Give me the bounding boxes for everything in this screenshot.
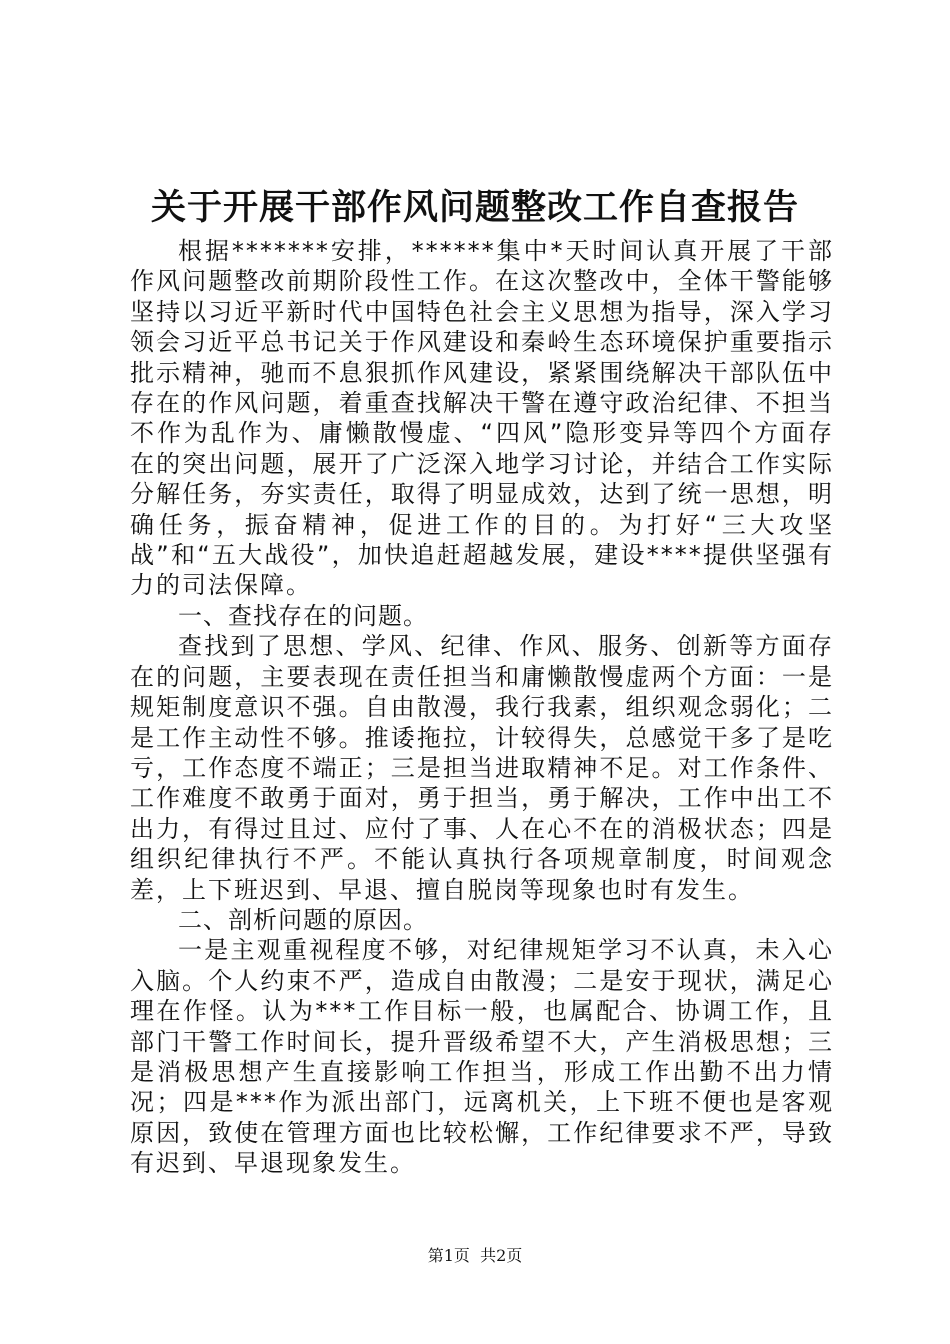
document-body (130, 236, 834, 1179)
section-heading-causes: 二、剖析问题的原因。 (178, 905, 428, 934)
page-number: 第1页 共2页 (427, 1246, 523, 1265)
causes-paragraph: 一是主观重视程度不够，对纪律规矩学习不认真，未入心入脑。个人约束不严，造成自由散漫；二是安于现状，满足心理在作怪。认为***工作目标一般，也属配合、协调工作，且部门干警工作时间长，提升晋级希望不大，产生消极思想；三是消极思想产生直接影响工作担当，形成工作出勤不出力情况；四是***作为派出部门，远离机关，上下班不便也是客观原因，致使在管理方面也比较松懈，工作纪律要求不严，导致有迟到、早退现象发生。 (130, 936, 834, 1178)
problems-paragraph: 查找到了思想、学风、纪律、作风、服务、创新等方面存在的问题，主要表现在责任担当和庸懒散慢虚两个方面：一是规矩制度意识不强。自由散漫，我行我素，组织观念弱化；二是工作主动性不够。推诿拖拉，计较得失，总感觉干多了是吃亏，工作态度不端正；三是担当进取精神不足。对工作条件、工作难度不敢勇于面对，勇于担当，勇于解决，工作中出工不出力，有得过且过、应付了事、人在心不在的消极状态；四是组织纪律执行不严。不能认真执行各项规章制度，时间观念差，上下班迟到、早退、擅自脱岗等现象也时有发生。 (130, 632, 834, 904)
document-title: 关于开展干部作风问题整改工作自查报告 (150, 187, 799, 228)
section-heading-problems: 一、查找存在的问题。 (178, 601, 428, 630)
page-footer (0, 1245, 950, 1267)
intro-paragraph: 根据*******安排，******集中*天时间认真开展了干部作风问题整改前期阶段性工作。在这次整改中，全体干警能够坚持以习近平新时代中国特色社会主义思想为指导，深入学习领会习近平总书记关于作风建设和秦岭生态环境保护重要指示批示精神，驰而不息狠抓作风建设，紧紧围绕解决干部队伍中存在的作风问题，着重查找解决干警在遵守政治纪律、不担当不作为乱作为、庸懒散慢虚、“四风”隐形变异等四个方面存在的突出问题，展开了广泛深入地学习讨论，并结合工作实际分解任务，夯实责任，取得了明显成效，达到了统一思想，明确任务，振奋精神，促进工作的目的。为打好“三大攻坚战”和“五大战役”，加快追赶超越发展，建设****提供坚强有力的司法保障。 (130, 237, 834, 600)
